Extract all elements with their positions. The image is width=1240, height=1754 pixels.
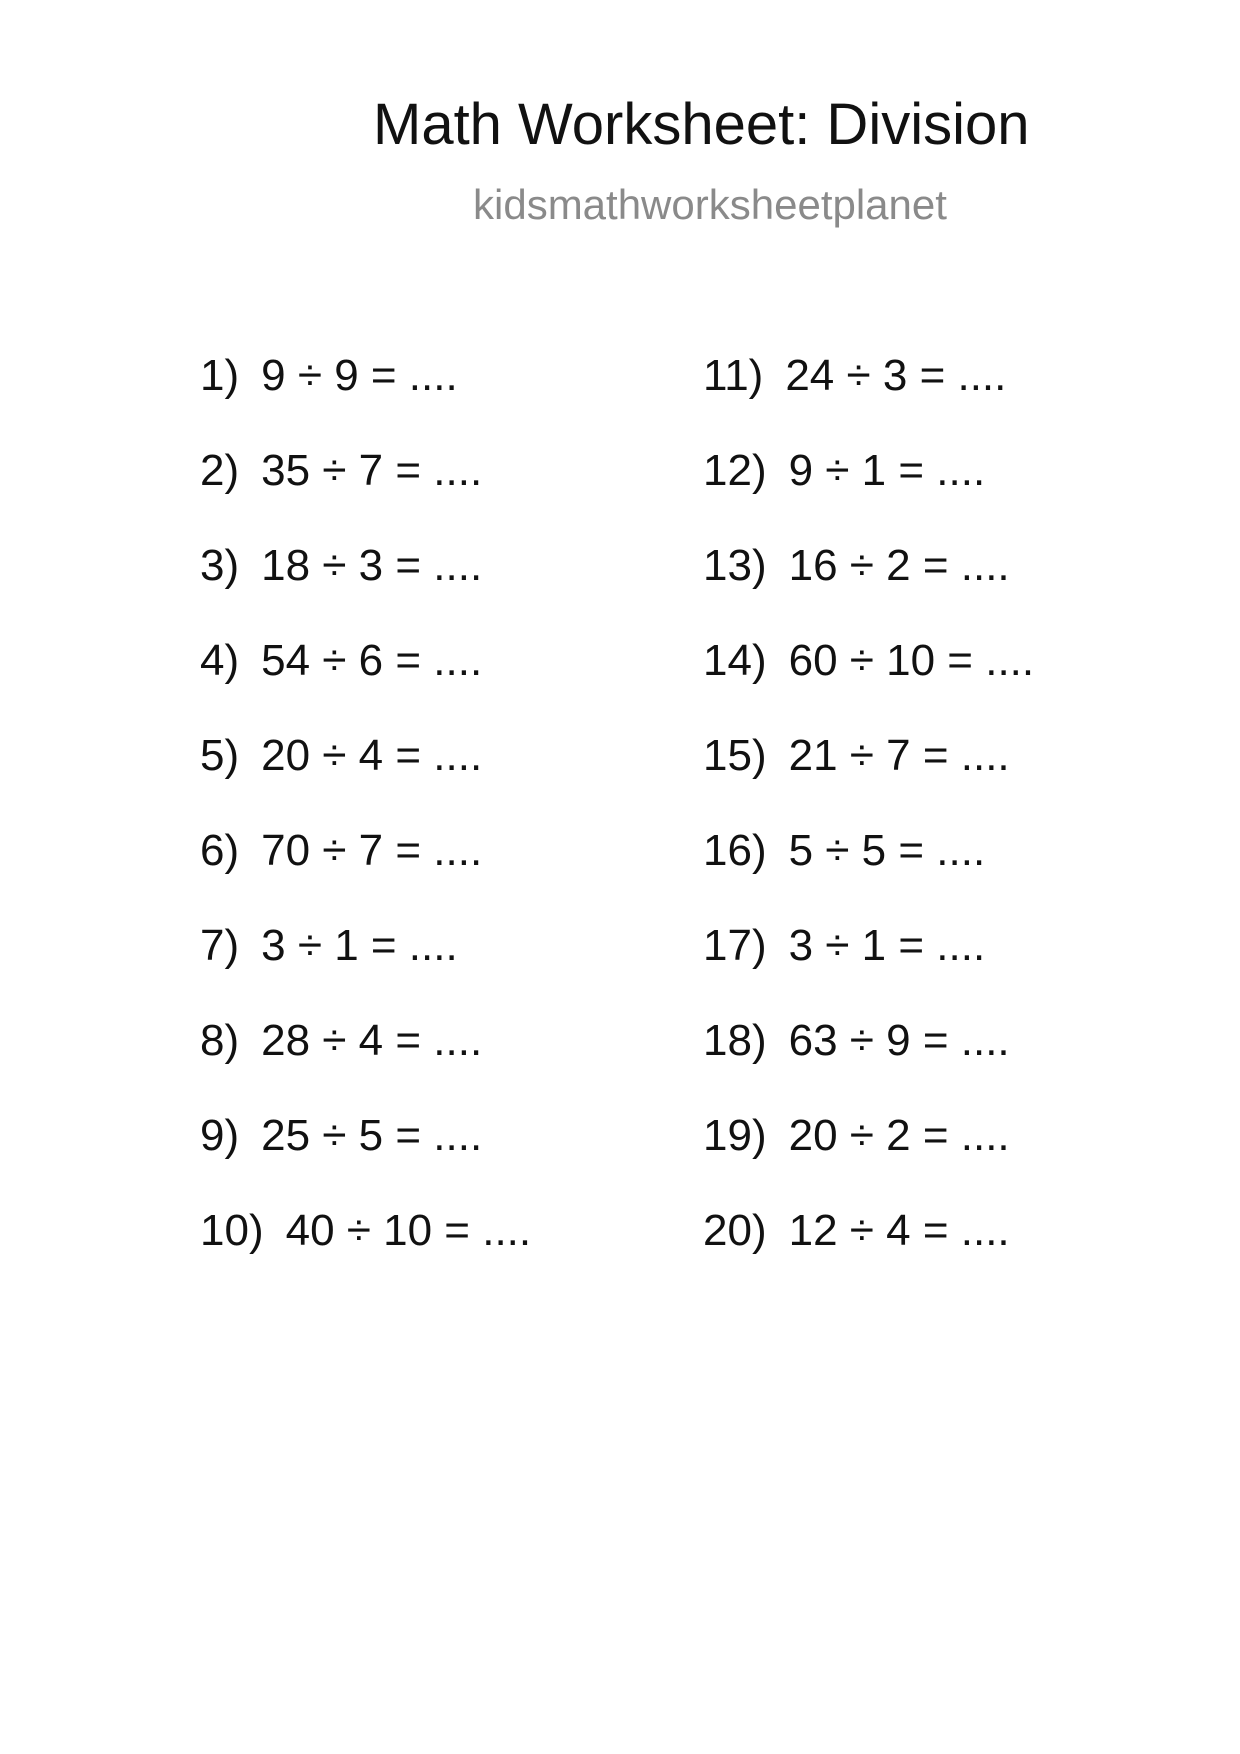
problem-number: 18)	[703, 1016, 767, 1065]
problem-number: 6)	[200, 826, 240, 875]
problem-number: 1)	[200, 351, 240, 400]
page-title: Math Worksheet: Division	[373, 92, 1030, 157]
problem-number: 19)	[703, 1111, 767, 1160]
problem-number: 17)	[703, 921, 767, 970]
problem-expression: 16 ÷ 2 = ....	[788, 541, 1010, 590]
problem-number: 4)	[200, 636, 240, 685]
problem-expression: 24 ÷ 3 = ....	[785, 351, 1007, 400]
problem-item	[703, 1111, 1223, 1206]
problem-number: 10)	[200, 1206, 264, 1255]
problem-item	[200, 826, 720, 921]
problem-expression: 5 ÷ 5 = ....	[788, 826, 986, 875]
problem-expression: 21 ÷ 7 = ....	[788, 731, 1010, 780]
problem-expression: 25 ÷ 5 = ....	[261, 1111, 483, 1160]
problem-expression: 3 ÷ 1 = ....	[261, 921, 458, 970]
problem-number: 9)	[200, 1111, 240, 1160]
problem-number: 12)	[703, 446, 767, 495]
problem-item	[703, 826, 1223, 921]
problem-item	[200, 1206, 720, 1301]
problem-number: 14)	[703, 636, 767, 685]
problem-number: 8)	[200, 1016, 240, 1065]
problem-number: 16)	[703, 826, 767, 875]
problem-expression: 12 ÷ 4 = ....	[788, 1206, 1010, 1255]
problem-expression: 20 ÷ 4 = ....	[261, 731, 483, 780]
problem-expression: 9 ÷ 1 = ....	[788, 446, 986, 495]
problem-item	[703, 1206, 1223, 1301]
problem-item	[703, 351, 1223, 446]
problem-expression: 3 ÷ 1 = ....	[788, 921, 986, 970]
problem-expression: 63 ÷ 9 = ....	[788, 1016, 1010, 1065]
problem-item	[200, 1016, 720, 1111]
problem-number: 15)	[703, 731, 767, 780]
problem-expression: 9 ÷ 9 = ....	[261, 351, 458, 400]
problem-item	[200, 446, 720, 541]
problem-expression: 40 ÷ 10 = ....	[285, 1206, 532, 1255]
problem-expression: 35 ÷ 7 = ....	[261, 446, 483, 495]
problem-item	[703, 921, 1223, 1016]
site-name: kidsmathworksheetplanet	[473, 181, 947, 228]
problem-number: 5)	[200, 731, 240, 780]
problem-expression: 60 ÷ 10 = ....	[788, 636, 1035, 685]
problem-item	[703, 541, 1223, 636]
problem-number: 2)	[200, 446, 240, 495]
problem-number: 20)	[703, 1206, 767, 1255]
problem-column-right	[703, 351, 1223, 1301]
problem-item	[703, 731, 1223, 826]
problem-item	[200, 636, 720, 731]
problem-expression: 28 ÷ 4 = ....	[261, 1016, 483, 1065]
problem-number: 7)	[200, 921, 240, 970]
problem-item	[200, 351, 720, 446]
problem-item	[703, 636, 1223, 731]
problem-item	[703, 1016, 1223, 1111]
problem-item	[703, 446, 1223, 541]
problem-number: 3)	[200, 541, 240, 590]
problem-number: 13)	[703, 541, 767, 590]
problem-number: 11)	[703, 351, 764, 400]
problem-item	[200, 921, 720, 1016]
problem-item	[200, 731, 720, 826]
problem-expression: 70 ÷ 7 = ....	[261, 826, 483, 875]
problem-item	[200, 1111, 720, 1206]
problem-expression: 54 ÷ 6 = ....	[261, 636, 483, 685]
problem-expression: 20 ÷ 2 = ....	[788, 1111, 1010, 1160]
problem-column-left	[200, 351, 720, 1301]
problem-item	[200, 541, 720, 636]
problem-expression: 18 ÷ 3 = ....	[261, 541, 483, 590]
